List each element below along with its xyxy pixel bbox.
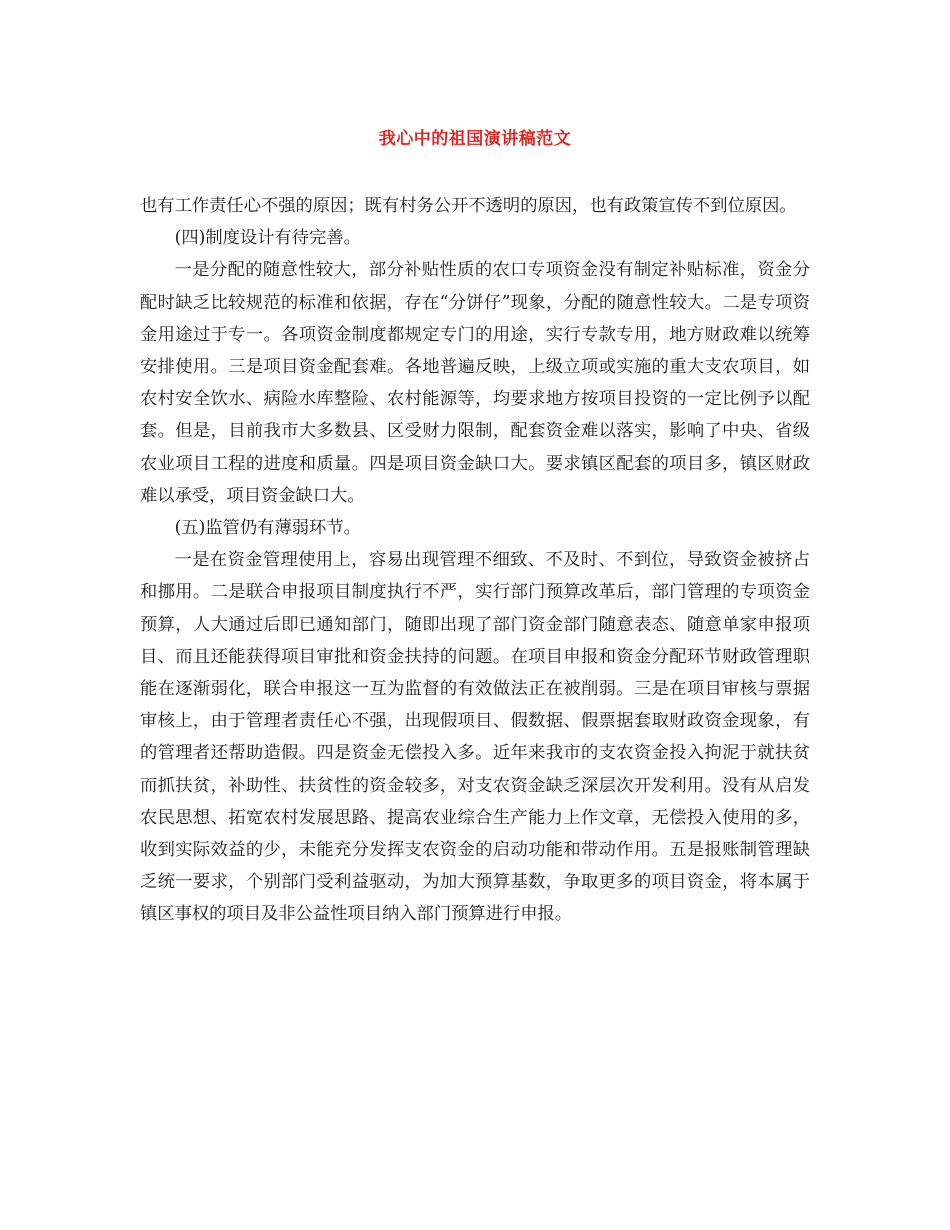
paragraph: 也有工作责任心不强的原因；既有村务公开不透明的原因，也有政策宣传不到位原因。 [140, 196, 797, 216]
document-title: 我心中的祖国演讲稿范文 [378, 129, 572, 149]
section-heading-4: (四)制度设计有待完善。 [174, 228, 361, 249]
paragraph: 一是在资金管理使用上，容易出现管理不细致、不及时、不到位，导致资金被挤占和挪用。二是联合申报项目制度执行不严，实行部门预算改革后，部门管理的专项资金预算，人大通过后即已通知部门，随即出现了部门资金部门随意表态、随意单家申报项目、而且还能获得项目审批和资金扶持的问题。在项目申报和资金分配环节财政管理职能在逐渐弱化，联合申报这一互为监督的有效做法正在被削弱。三是在项目审核与票据审核上，由于管理者责任心不强，出现假项目、假数据、假票据套取财政资金现象，有的管理者还帮助造假。四是资金无偿投入多。近年来我市的支农资金投入拘泥于就扶贫而抓扶贫，补助性、扶贫性的资金较多，对支农资金缺乏深层次开发利用。没有从启发农民思想、拓宽农村发展思路、提高农业综合生产能力上作文章，无偿投入使用的多，收到实际效益的少，未能充分发挥支农资金的启动功能和带动作用。五是报账制管理缺乏统一要求，个别部门受利益驱动，为加大预算基数，争取更多的项目资金，将本属于镇区事权的项目及非公益性项目纳入部门预算进行申报。 [140, 550, 810, 925]
section-heading-5: (五)监管仍有薄弱环节。 [174, 518, 361, 539]
paragraph: 一是分配的随意性较大，部分补贴性质的农口专项资金没有制定补贴标准，资金分配时缺乏比较规范的标准和依据，存在“分饼仔”现象，分配的随意性较大。二是专项资金用途过于专一。各项资金制度都规定专门的用途，实行专款专用，地方财政难以统筹安排使用。三是项目资金配套难。各地普遍反映，上级立项或实施的重大支农项目，如农村安全饮水、病险水库整险、农村能源等，均要求地方按项目投资的一定比例予以配套。但是，目前我市大多数县、区受财力限制，配套资金难以落实，影响了中央、省级农业项目工程的进度和质量。四是项目资金缺口大。要求镇区配套的项目多，镇区财政难以承受，项目资金缺口大。 [140, 260, 810, 506]
document-body [140, 190, 810, 931]
